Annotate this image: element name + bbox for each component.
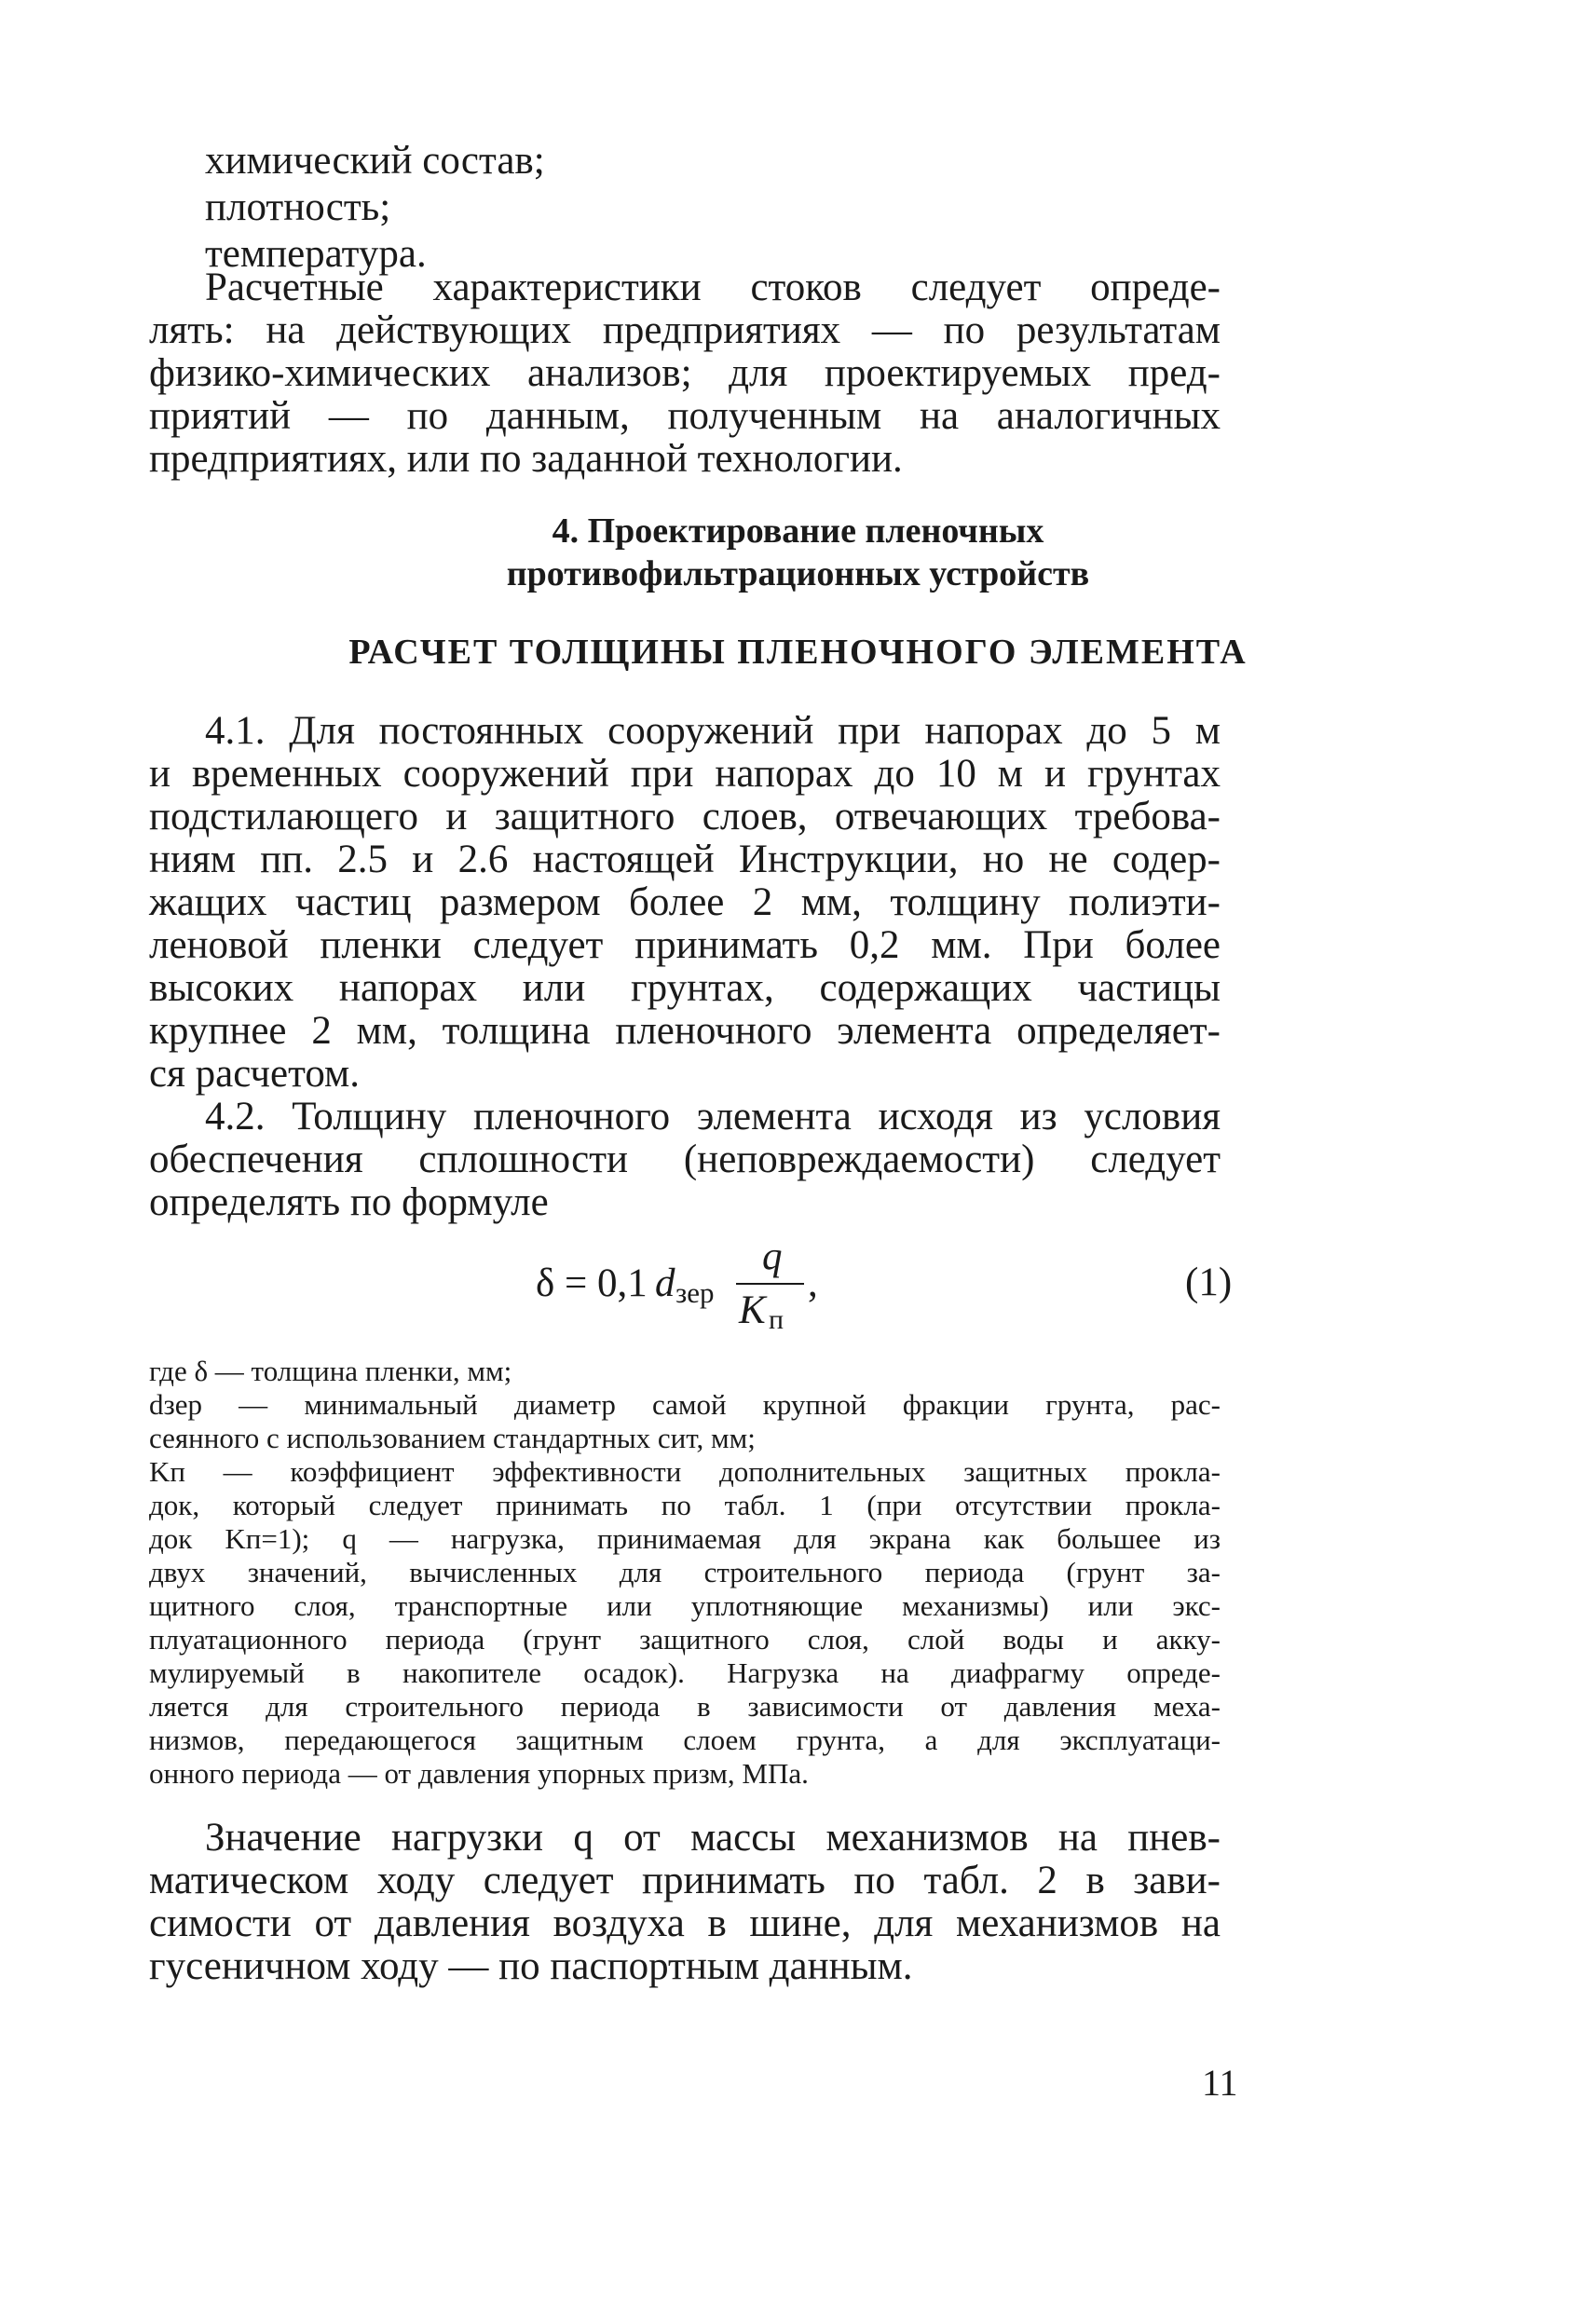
paragraph-line: гусеничном ходу — по паспортным данным. bbox=[149, 1944, 913, 1988]
paragraph-line: физико-химических анализов; для проектируемых пред- bbox=[149, 351, 1221, 395]
paragraph-line: матическом ходу следует принимать по табл. 2 в зави- bbox=[149, 1859, 1221, 1902]
paragraph-line: симости от давления воздуха в шине, для механизмов на bbox=[149, 1901, 1221, 1945]
formula-lhs: δ = 0,1 bbox=[536, 1261, 648, 1305]
paragraph-line: 4.1. Для постоянных сооружений при напорах до 5 м bbox=[205, 709, 1221, 753]
paragraph-line: и временных сооружений при напорах до 10 м и грунтах bbox=[149, 752, 1221, 796]
list-line: химический состав; bbox=[205, 139, 545, 183]
formula-number: (1) bbox=[1185, 1261, 1233, 1304]
paragraph-line: предприятиях, или по заданной технологии. bbox=[149, 437, 903, 481]
formula-denominator: K bbox=[739, 1288, 766, 1332]
paragraph-line: леновой пленки следует принимать 0,2 мм. При более bbox=[149, 923, 1221, 967]
formula-numerator: q bbox=[762, 1234, 783, 1278]
paragraph-line: крупнее 2 мм, толщина пленочного элемента определяет- bbox=[149, 1009, 1221, 1053]
definition-line: ляется для строительного периода в зависимости от давления меха- bbox=[149, 1690, 1221, 1723]
paragraph-line: 4.2. Толщину пленочного элемента исходя из условия bbox=[205, 1095, 1221, 1138]
definition-line: низмов, передающегося защитным слоем грунта, а для эксплуатаци- bbox=[149, 1724, 1221, 1756]
definition-line: онного периода — от давления упорных призм, МПа. bbox=[149, 1757, 809, 1790]
formula-denominator-subscript: п bbox=[769, 1304, 784, 1335]
formula-d-subscript: зер bbox=[675, 1276, 715, 1309]
section-title: противофильтрационных устройств bbox=[506, 554, 1090, 593]
paragraph-line: обеспечения сплошности (неповреждаемости) следует bbox=[149, 1138, 1221, 1181]
formula-d: d bbox=[655, 1261, 675, 1305]
paragraph-line: Значение нагрузки q от массы механизмов на пнев- bbox=[205, 1816, 1221, 1860]
paragraph-line: ниям пп. 2.5 и 2.6 настоящей Инструкции, но не содер- bbox=[149, 838, 1221, 881]
definition-line: сеянного с использованием стандартных сит, мм; bbox=[149, 1422, 756, 1454]
paragraph-line: жащих частиц размером более 2 мм, толщину полиэти- bbox=[149, 880, 1221, 924]
paragraph-line: лять: на действующих предприятиях — по результатам bbox=[149, 308, 1221, 352]
paragraph-line: Расчетные характеристики стоков следует опреде- bbox=[205, 266, 1221, 309]
paragraph-line: подстилающего и защитного слоев, отвечающих требова- bbox=[149, 795, 1221, 838]
definition-line: мулируемый в накопителе осадок). Нагрузка на диафрагму опреде- bbox=[149, 1656, 1221, 1689]
definition-line: Kп — коэффициент эффективности дополнительных защитных прокла- bbox=[149, 1455, 1221, 1488]
definition-line: плуатационного периода (грунт защитного слоя, слой воды и акку- bbox=[149, 1623, 1221, 1656]
formula-comma: , bbox=[808, 1261, 818, 1305]
paragraph-line: приятий — по данным, полученным на аналогичных bbox=[149, 394, 1221, 438]
section-title: 4. Проектирование пленочных bbox=[552, 511, 1044, 551]
definition-line: док Kп=1); q — нагрузка, принимаемая для экрана как большее из bbox=[149, 1522, 1221, 1555]
definition-line: где δ — толщина пленки, мм; bbox=[149, 1355, 512, 1387]
list-line: плотность; bbox=[205, 185, 391, 229]
page-number: 11 bbox=[1202, 2062, 1238, 2104]
paragraph-line: ся расчетом. bbox=[149, 1052, 361, 1096]
definition-line: двух значений, вычисленных для строительного периода (грунт за- bbox=[149, 1556, 1221, 1588]
fraction-bar bbox=[736, 1283, 804, 1285]
definition-line: dзер — минимальный диаметр самой крупной фракции грунта, рас- bbox=[149, 1388, 1221, 1421]
list-line: температура. bbox=[205, 232, 427, 276]
definition-line: док, который следует принимать по табл. 1 (при отсутствии прокла- bbox=[149, 1489, 1221, 1521]
paragraph-line: высоких напорах или грунтах, содержащих частицы bbox=[149, 966, 1221, 1010]
paragraph-line: определять по формуле bbox=[149, 1180, 549, 1224]
definition-line: щитного слоя, транспортные или уплотняющие механизмы) или экс- bbox=[149, 1589, 1221, 1622]
subsection-title: РАСЧЕТ ТОЛЩИНЫ ПЛЕНОЧНОГО ЭЛЕМЕНТА bbox=[348, 633, 1248, 672]
